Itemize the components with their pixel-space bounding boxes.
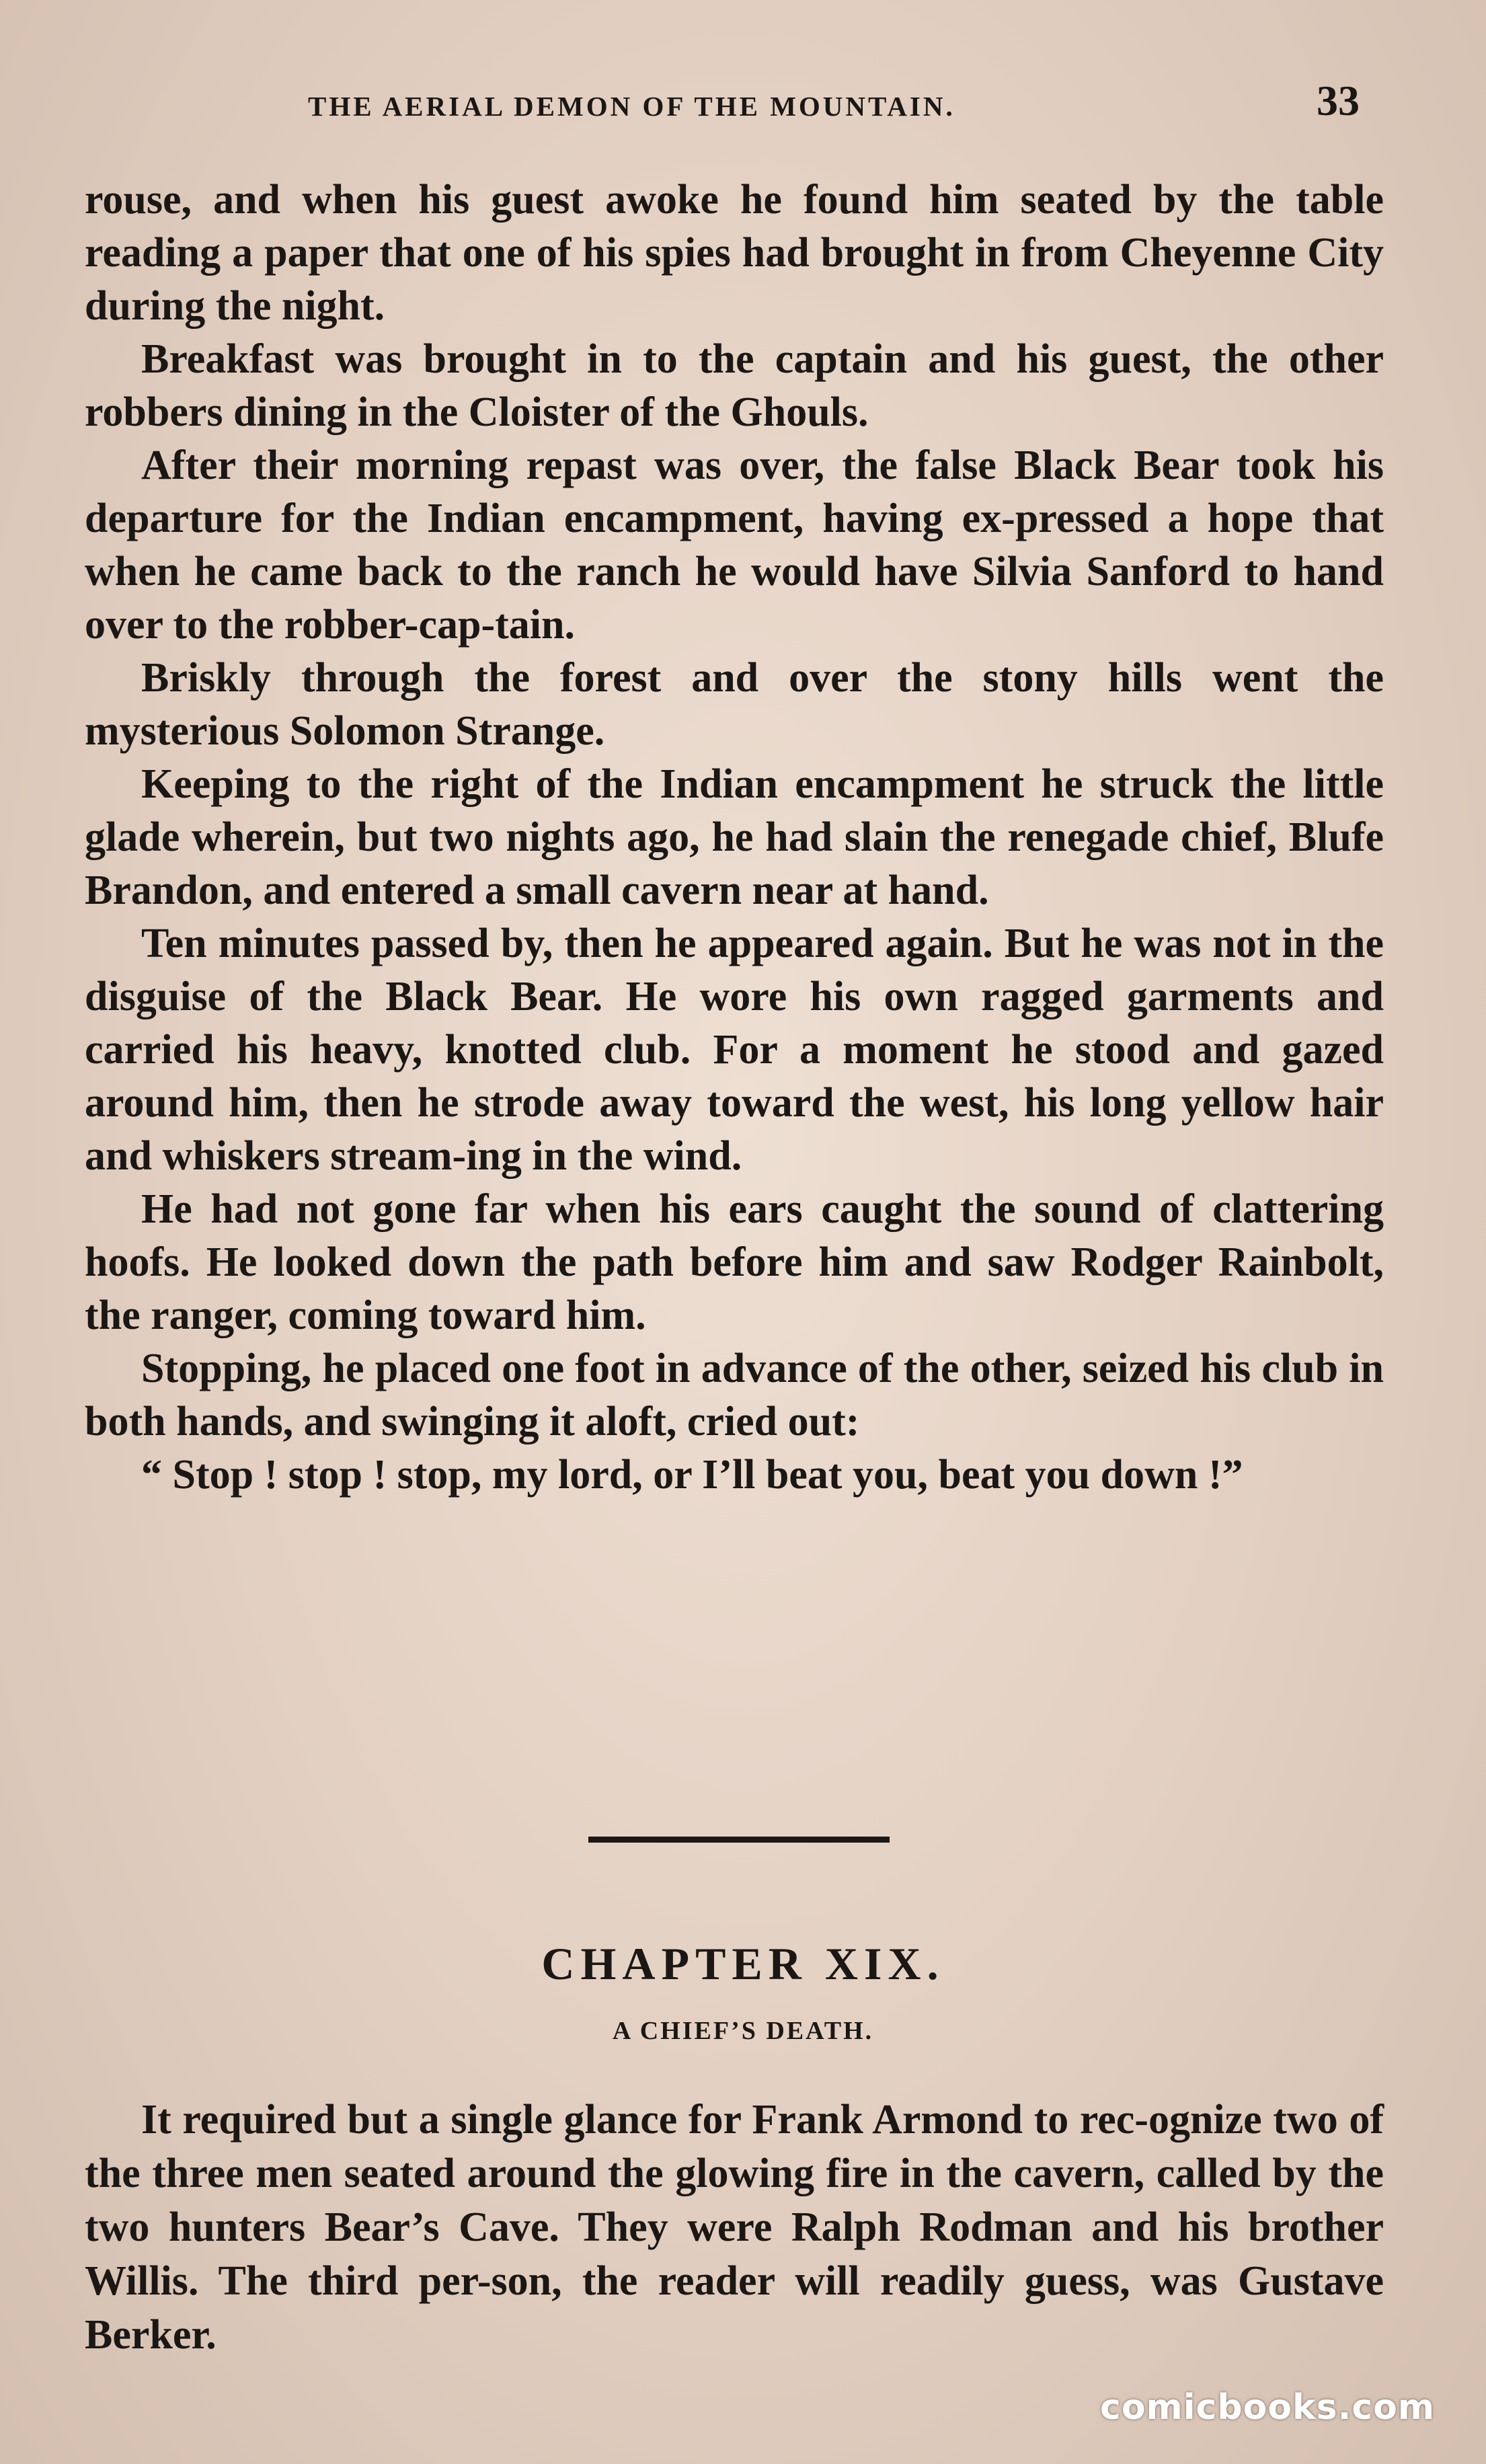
- body-text: [85, 174, 1384, 1502]
- paragraph: He had not gone far when his ears caught the sound of clattering hoofs. He looked down the path before him and saw Rodger Rainbolt, the ranger, coming toward him.: [85, 1186, 1384, 1338]
- watermark: comicbooks.com: [1100, 2387, 1436, 2428]
- paragraph: “ Stop ! stop ! stop, my lord, or I’ll beat you, beat you down !”: [141, 1452, 1243, 1498]
- chapter-subtitle: A CHIEF’S DEATH.: [612, 2017, 874, 2045]
- chapter-opening-paragraph: It required but a single glance for Frank Armond to rec-ognize two of the three men seated around the glowing fire in the cavern, called by the two hunters Bear’s Cave. They were Ralph Rodman and his brother Willis. The third per-son, the reader will readily guess, was Gustave Berker.: [85, 2097, 1384, 2358]
- running-head: [0, 79, 1486, 133]
- chapter-heading: CHAPTER XIX.: [541, 1938, 945, 1989]
- section-divider: [588, 1837, 890, 1843]
- paragraph: Stopping, he placed one foot in advance of the other, seized his club in both hands, and swinging it aloft, cried out:: [85, 1346, 1384, 1445]
- paragraph: Breakfast was brought in to the captain and his guest, the other robbers dining in the Cloister of the Ghouls.: [85, 336, 1384, 435]
- paragraph: After their morning repast was over, the false Black Bear took his departure for the Indian encampment, having ex-pressed a hope that when he came back to the ranch he would have Silvia Sanford to hand over to the robber-cap-tain.: [85, 442, 1384, 648]
- page-number: 33: [1317, 77, 1360, 124]
- running-title: THE AERIAL DEMON OF THE MOUNTAIN.: [308, 91, 955, 122]
- paragraph: Briskly through the forest and over the stony hills went the mysterious Solomon Strange.: [85, 655, 1384, 754]
- paragraph: Ten minutes passed by, then he appeared again. But he was not in the disguise of the Black Bear. He wore his own ragged garments and carried his heavy, knotted club. For a moment he stood and gazed around him, then he strode away toward the west, his long yellow hair and whiskers stream-ing in the wind.: [85, 921, 1384, 1179]
- paragraph: rouse, and when his guest awoke he found him seated by the table reading a paper that one of his spies had brought in from Cheyenne City during the night.: [85, 177, 1384, 329]
- paragraph: Keeping to the right of the Indian encampment he struck the little glade wherein, but two nights ago, he had slain the renegade chief, Blufe Brandon, and entered a small cavern near at hand.: [85, 761, 1384, 913]
